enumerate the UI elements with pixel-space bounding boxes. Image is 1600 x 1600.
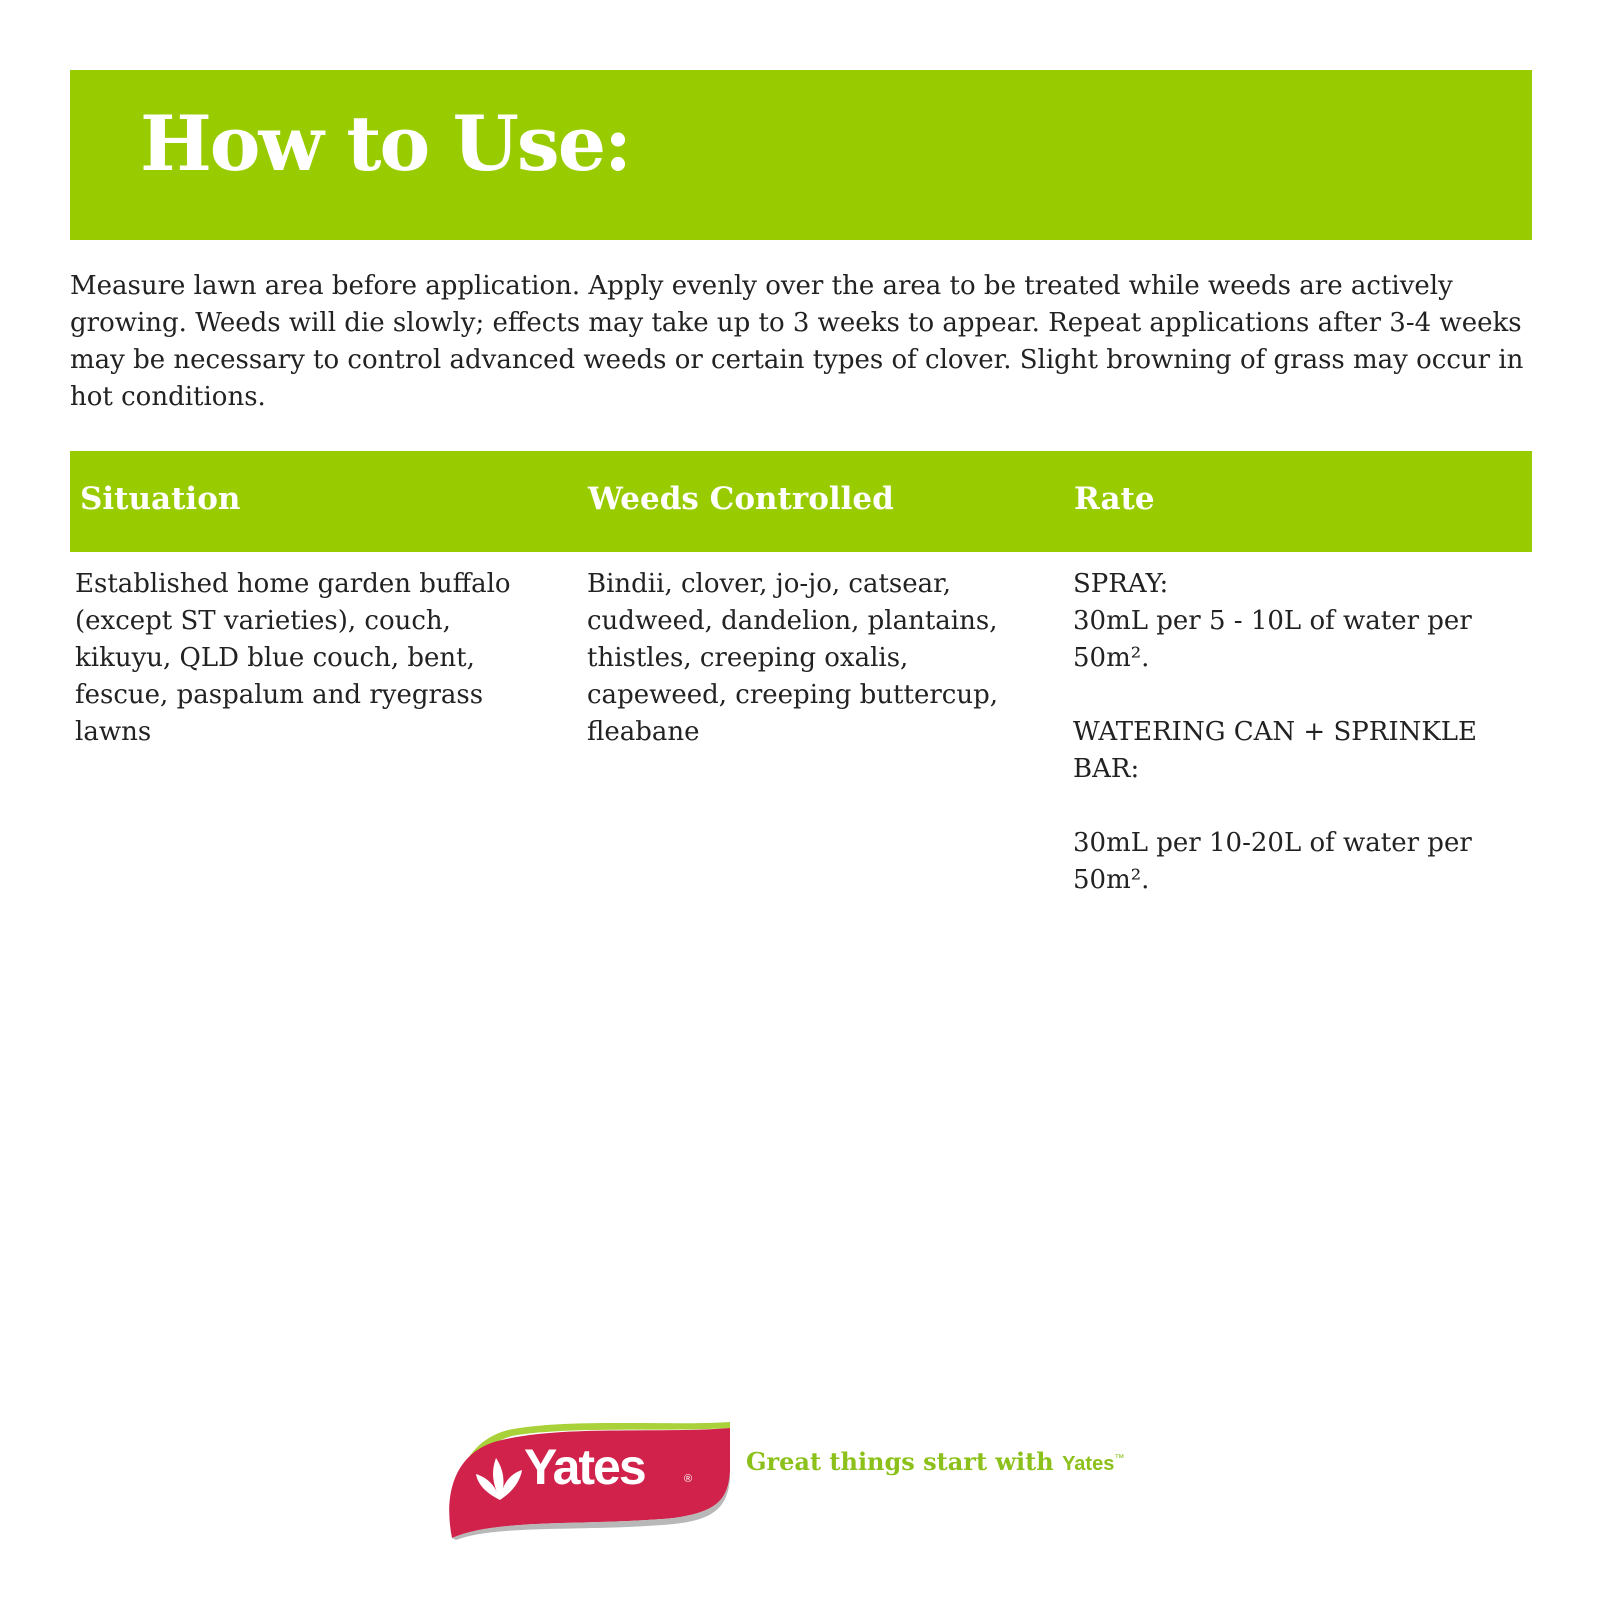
cell-rate bbox=[1073, 566, 1513, 936]
rate-spray-value: 30mL per 5 - 10L of water per 50m². bbox=[1073, 606, 1472, 673]
logo-wordmark: Yates bbox=[524, 1439, 645, 1495]
cell-situation: Established home garden buffalo (except ST varieties), couch, kikuyu, QLD blue couch, bent, fescue, paspalum and ryegrass lawns bbox=[75, 569, 511, 747]
registered-mark: ® bbox=[684, 1473, 693, 1485]
intro-paragraph: Measure lawn area before application. Apply evenly over the area to be treated while weeds are actively growing. Weeds will die slowly; effects may take up to 3 weeks to appear. Repeat applications after 3-4 weeks may be necessary to control advanced weeds or certain types of clover. Slight browning of grass may occur in hot conditions. bbox=[70, 271, 1524, 412]
tagline bbox=[746, 1448, 1124, 1477]
rate-spray-label: SPRAY: bbox=[1073, 569, 1169, 599]
tagline-text: Great things start with bbox=[746, 1447, 1063, 1476]
column-header-situation: Situation bbox=[80, 481, 241, 517]
rate-spray bbox=[1073, 566, 1513, 677]
rate-watering-can-label: WATERING CAN + SPRINKLE BAR: bbox=[1073, 717, 1478, 784]
tagline-brand: Yates bbox=[1062, 1453, 1115, 1475]
trademark-mark: ™ bbox=[1114, 1453, 1125, 1464]
table-header-row bbox=[70, 451, 1532, 552]
column-header-weeds-controlled: Weeds Controlled bbox=[588, 481, 894, 517]
column-header-rate: Rate bbox=[1074, 481, 1155, 517]
yates-logo bbox=[438, 1420, 734, 1540]
cell-weeds-controlled: Bindii, clover, jo-jo, catsear, cudweed, dandelion, plantains, thistles, creeping oxalis, capeweed, creeping buttercup, fleabane bbox=[587, 569, 998, 747]
page-title: How to Use: bbox=[140, 99, 631, 188]
header-banner bbox=[70, 70, 1532, 240]
rate-watering-can-value: 30mL per 10-20L of water per 50m². bbox=[1073, 828, 1472, 895]
